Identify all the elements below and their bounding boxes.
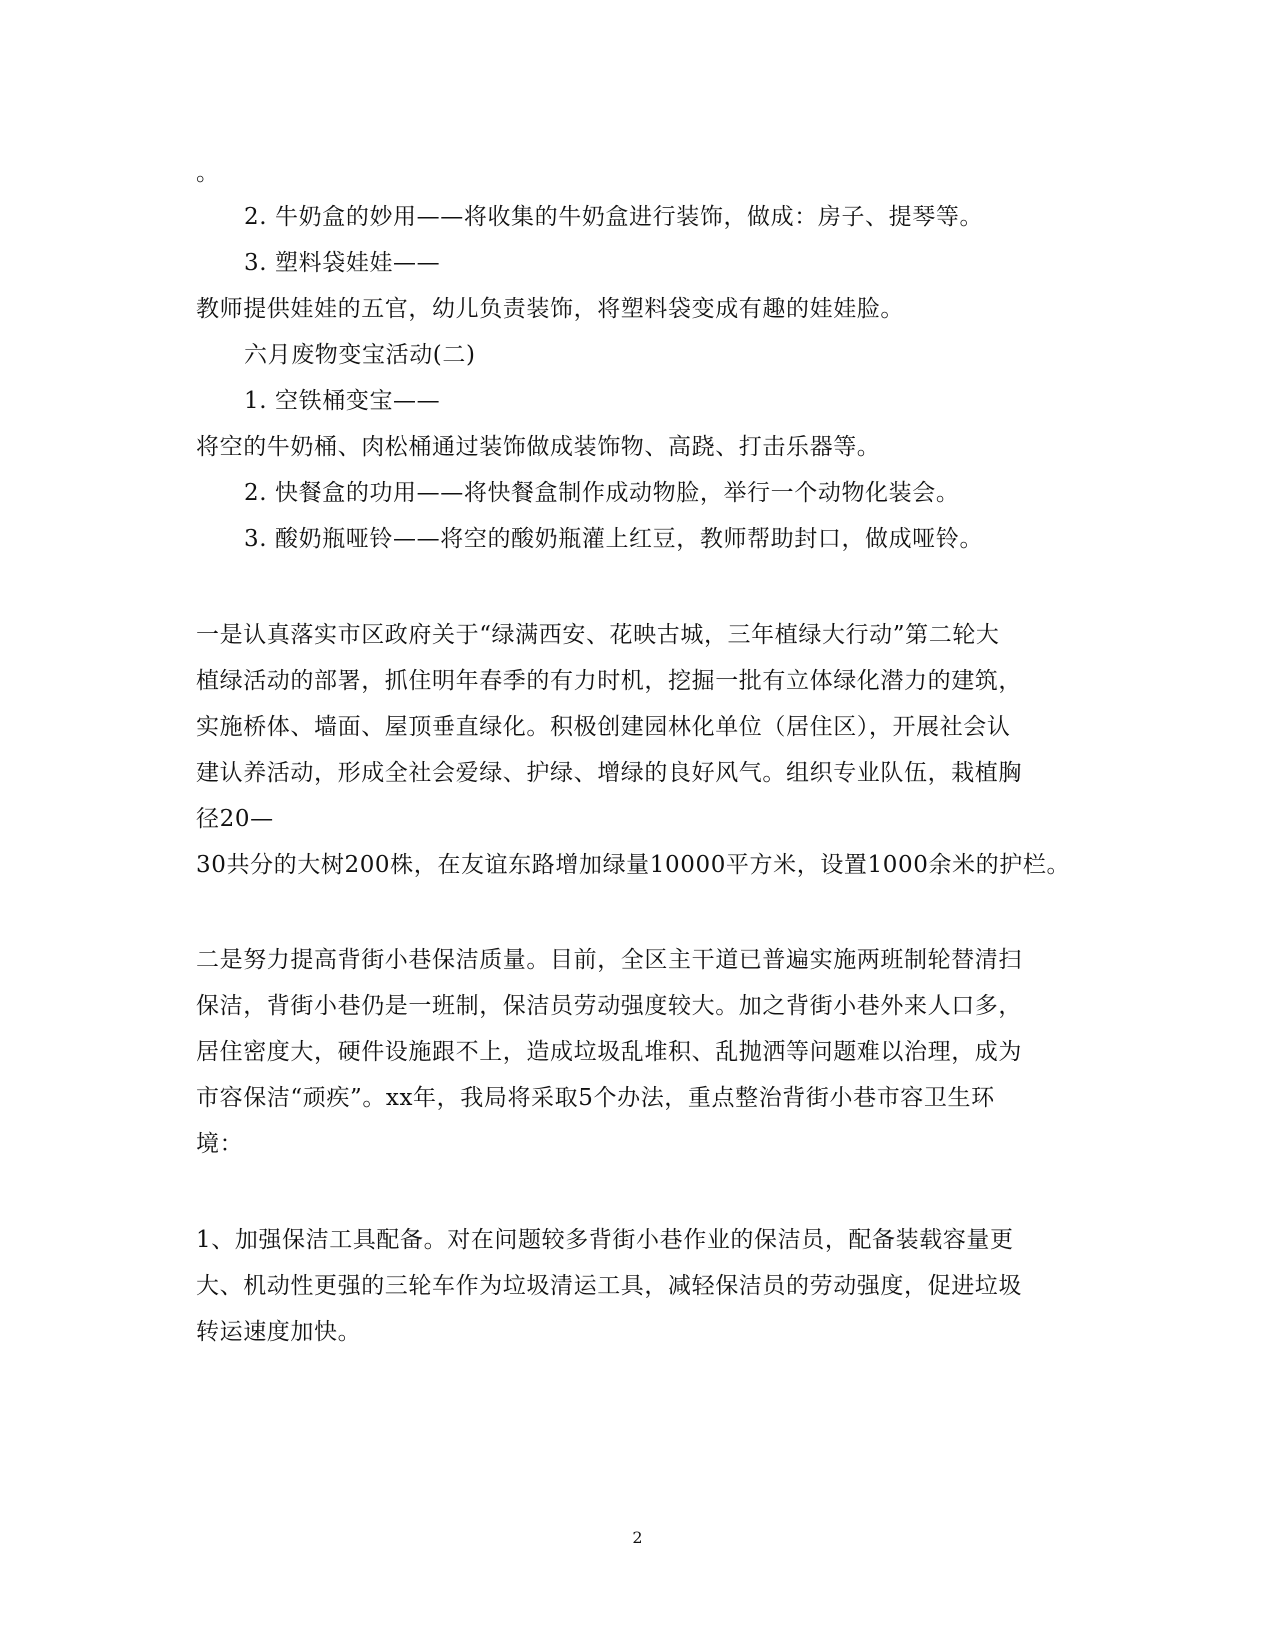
text-line: 一是认真落实市区政府关于“绿满西安、花映古城，三年植绿大行动”第二轮大 <box>196 622 1000 648</box>
text-line: 。 <box>196 160 220 186</box>
section-heading: 六月废物变宝活动(二) <box>244 342 476 368</box>
text-line: 30共分的大树200株，在友谊东路增加绿量10000平方米，设置1000余米的护栏。 <box>196 852 1071 878</box>
text-line: 1、加强保洁工具配备。对在问题较多背街小巷作业的保洁员，配备装载容量更 <box>196 1227 1014 1253</box>
page-number: 2 <box>632 1528 643 1547</box>
text-line: 3. 塑料袋娃娃—— <box>244 250 441 276</box>
text-line: 大、机动性更强的三轮车作为垃圾清运工具，减轻保洁员的劳动强度，促进垃圾 <box>196 1273 1022 1299</box>
text-line: 境： <box>196 1131 244 1157</box>
text-line: 保洁，背街小巷仍是一班制，保洁员劳动强度较大。加之背街小巷外来人口多， <box>196 993 1022 1019</box>
text-line: 径20— <box>196 806 274 832</box>
text-line: 1. 空铁桶变宝—— <box>244 388 441 414</box>
text-line: 市容保洁“顽疾”。xx年，我局将采取5个办法，重点整治背街小巷市容卫生环 <box>196 1085 995 1111</box>
text-line: 建认养活动，形成全社会爱绿、护绿、增绿的良好风气。组织专业队伍，栽植胸 <box>196 760 1022 786</box>
text-line: 3. 酸奶瓶哑铃——将空的酸奶瓶灌上红豆，教师帮助封口，做成哑铃。 <box>244 526 984 552</box>
text-line: 居住密度大，硬件设施跟不上，造成垃圾乱堆积、乱抛洒等问题难以治理，成为 <box>196 1039 1022 1065</box>
text-line: 转运速度加快。 <box>196 1319 362 1345</box>
text-line: 植绿活动的部署，抓住明年春季的有力时机，挖掘一批有立体绿化潜力的建筑， <box>196 668 1022 694</box>
text-line: 实施桥体、墙面、屋顶垂直绿化。积极创建园林化单位（居住区），开展社会认 <box>196 714 1011 740</box>
text-line: 二是努力提高背街小巷保洁质量。目前，全区主干道已普遍实施两班制轮替清扫 <box>196 947 1022 973</box>
text-line: 将空的牛奶桶、肉松桶通过装饰做成装饰物、高跷、打击乐器等。 <box>196 434 881 460</box>
text-line: 教师提供娃娃的五官，幼儿负责装饰，将塑料袋变成有趣的娃娃脸。 <box>196 296 904 322</box>
text-line: 2. 牛奶盒的妙用——将收集的牛奶盒进行装饰，做成：房子、提琴等。 <box>244 204 984 230</box>
text-line: 2. 快餐盒的功用——将快餐盒制作成动物脸，举行一个动物化装会。 <box>244 480 960 506</box>
